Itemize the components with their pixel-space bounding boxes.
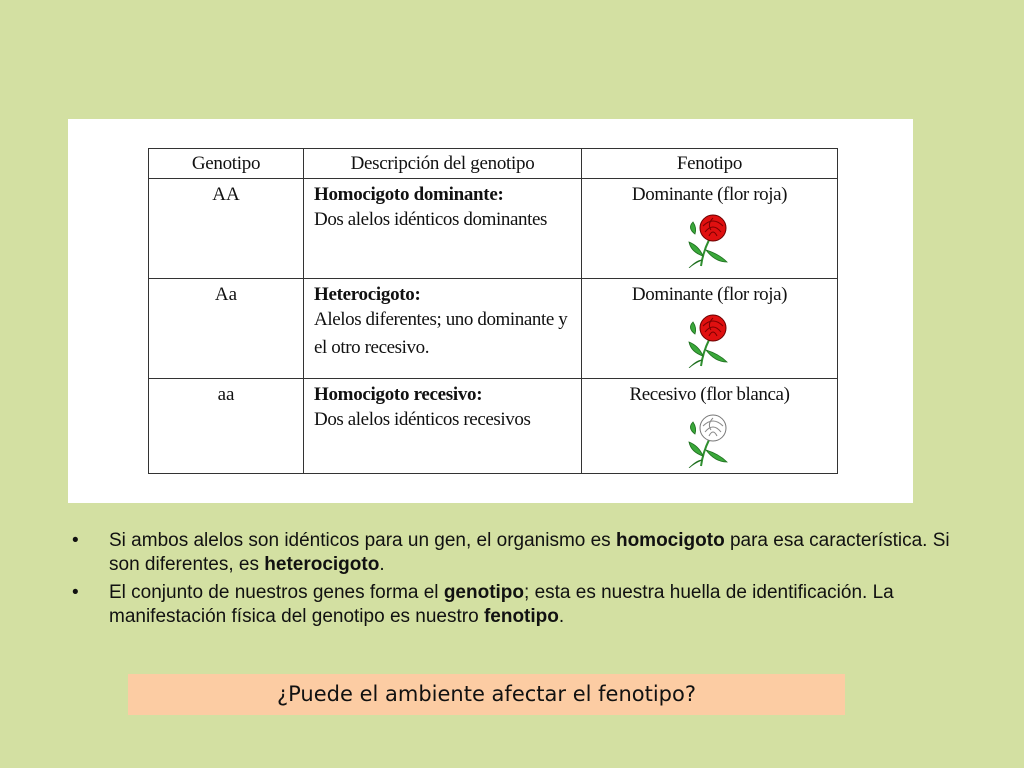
description-cell [304, 279, 582, 379]
note-item [72, 581, 972, 629]
header-description: Descripción del genotipo [304, 149, 582, 179]
phenotype-cell [582, 179, 838, 279]
phenotype-label: Recesivo (flor blanca) [629, 384, 790, 405]
description-text: Alelos diferentes; uno dominante y el otro recesivo. [314, 309, 568, 358]
term-heterocigoto: heterocigoto [264, 554, 380, 575]
question-text: ¿Puede el ambiente afectar el fenotipo? [276, 682, 696, 706]
description-title: Homocigoto recesivo: [314, 384, 483, 405]
note-item [72, 529, 972, 577]
description-text: Dos alelos idénticos recesivos [314, 409, 531, 430]
note-text-part: ; esta es nuestra huella de identificación. La manifestación física del genotipo es nuestro [109, 582, 894, 627]
description-text: Dos alelos idénticos dominantes [314, 209, 547, 230]
term-homocigoto: homocigoto [615, 530, 725, 551]
phenotype-label: Dominante (flor roja) [631, 284, 788, 305]
term-fenotipo: fenotipo [483, 606, 559, 627]
note-text-part: Si ambos alelos son idénticos para un gen, el organismo es [109, 530, 616, 551]
genotype-table [148, 148, 838, 474]
genotype-cell: aa [149, 379, 304, 474]
genotype-figure [68, 119, 913, 503]
bullet: • [72, 582, 79, 603]
header-phenotype: Fenotipo [582, 149, 838, 179]
red-rose-icon [683, 212, 737, 268]
bullet: • [72, 530, 79, 551]
term-genotipo: genotipo [443, 582, 525, 603]
table-row [149, 279, 838, 379]
note-text-part: . [558, 606, 565, 627]
white-rose-icon [683, 412, 737, 468]
description-cell [304, 179, 582, 279]
description-cell [304, 379, 582, 474]
notes-list [72, 529, 972, 633]
genotype-cell: Aa [149, 279, 304, 379]
red-rose-icon [683, 312, 737, 368]
table-row [149, 179, 838, 279]
table-header-row [149, 149, 838, 179]
table-row [149, 379, 838, 474]
genotype-cell: AA [149, 179, 304, 279]
phenotype-label: Dominante (flor roja) [631, 184, 788, 205]
note-text-part: . [379, 554, 385, 575]
question-box [128, 674, 845, 715]
description-title: Heterocigoto: [314, 284, 421, 305]
phenotype-cell [582, 279, 838, 379]
description-title: Homocigoto dominante: [314, 184, 504, 205]
header-genotype: Genotipo [149, 149, 304, 179]
phenotype-cell [582, 379, 838, 474]
note-text-part: para esa característica. Si son diferentes, es [109, 530, 950, 575]
note-text-part: El conjunto de nuestros genes forma el [109, 582, 444, 603]
